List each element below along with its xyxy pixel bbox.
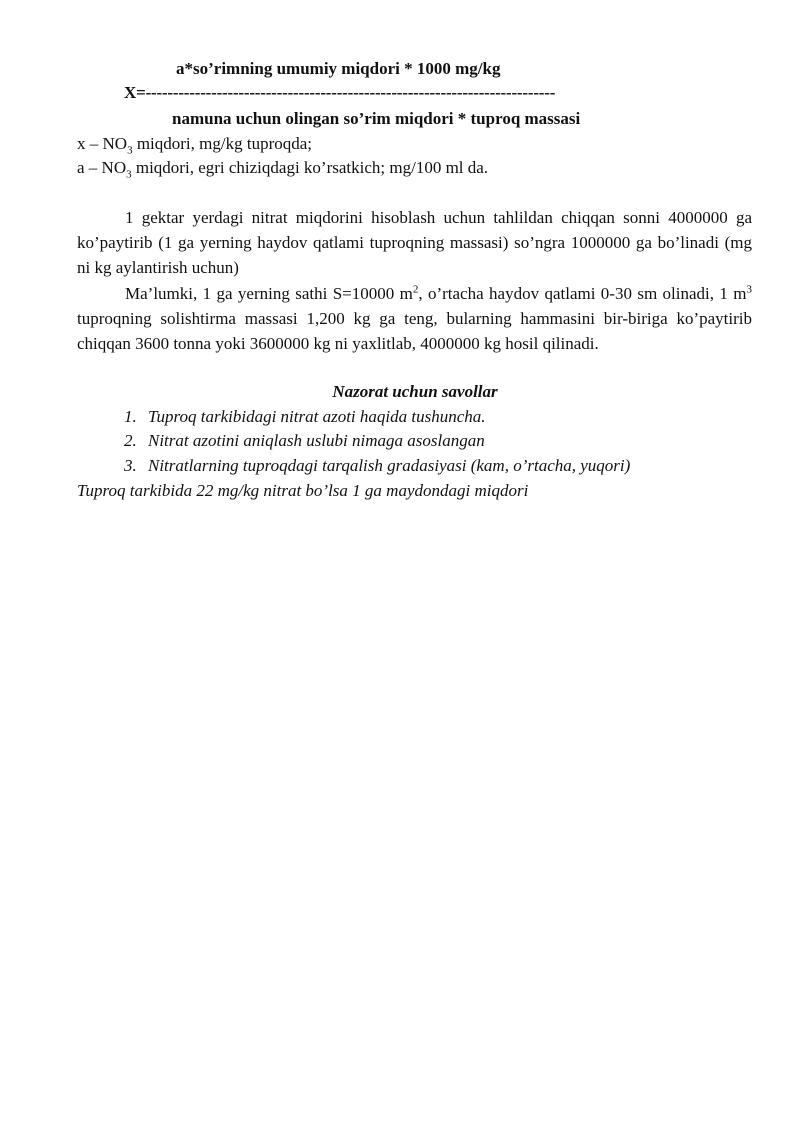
formula-lhs: X= <box>124 83 146 102</box>
question-text: Tuproq tarkibidagi nitrat azoti haqida tushuncha. <box>148 407 486 426</box>
question-text: Nitratlarning tuproqdagi tarqalish gradasiyasi (kam, o’rtacha, yuqori) <box>148 456 631 475</box>
question-item <box>124 429 485 453</box>
question-number: 2. <box>124 431 137 450</box>
definition-a <box>77 156 488 180</box>
paragraph-2-part-1: Ma’lumki, 1 ga yerning sathi S=10000 m <box>125 284 413 303</box>
definition-x-prefix: x – NO <box>77 134 128 153</box>
final-question: Tuproq tarkibida 22 mg/kg nitrat bo’lsa 1 ga maydondagi miqdori <box>77 481 529 500</box>
definition-a-prefix: a – NO <box>77 158 127 177</box>
definition-x <box>77 132 312 156</box>
superscript-2: 2 <box>412 283 419 296</box>
question-text: Nitrat azotini aniqlash uslubi nimaga asoslangan <box>148 431 485 450</box>
definition-x-text: miqdori, mg/kg tuproqda; <box>132 134 312 153</box>
definition-a-text: miqdori, egri chiziqdagi ko’rsatkich; mg/100 ml da. <box>131 158 489 177</box>
question-number: 1. <box>124 407 137 426</box>
formula-bar: --------------------------------------------------------------------------- <box>145 83 556 102</box>
paragraph-2-part-2: , o’rtacha haydov qatlami 0-30 sm olinadi, 1 m <box>418 284 747 303</box>
question-number: 3. <box>124 456 137 475</box>
definition-x-subscript: 3 <box>127 144 133 157</box>
formula-fraction-line <box>124 81 555 105</box>
questions-heading: Nazorat uchun savollar <box>332 382 498 401</box>
paragraph-explanation <box>77 281 752 356</box>
formula-numerator: a*so’rimning umumiy miqdori * 1000 mg/kg <box>176 59 501 78</box>
question-item <box>124 454 630 478</box>
formula-denominator: namuna uchun olingan so’rim miqdori * tuproq massasi <box>172 109 581 128</box>
definition-a-subscript: 3 <box>126 168 132 181</box>
question-item <box>124 405 486 429</box>
paragraph-1-text: 1 gektar yerdagi nitrat miqdorini hisoblash uchun tahlildan chiqqan sonni 4000000 ga ko’paytirib (1 ga yerning haydov qatlami tuproqning massasi) so’ngra 1000000 ga bo’linadi (mg ni kg aylantirish uchun) <box>77 208 752 277</box>
paragraph-hectare-calculation <box>77 205 752 280</box>
superscript-3: 3 <box>746 283 752 296</box>
paragraph-2-part-3: tuproqning solishtirma massasi 1,200 kg ga teng, bularning hammasini bir-biriga ko’paytirib chiqqan 3600 tonna yoki 3600000 kg ni yaxlitlab, 4000000 kg hosil qilinadi. <box>77 309 752 353</box>
